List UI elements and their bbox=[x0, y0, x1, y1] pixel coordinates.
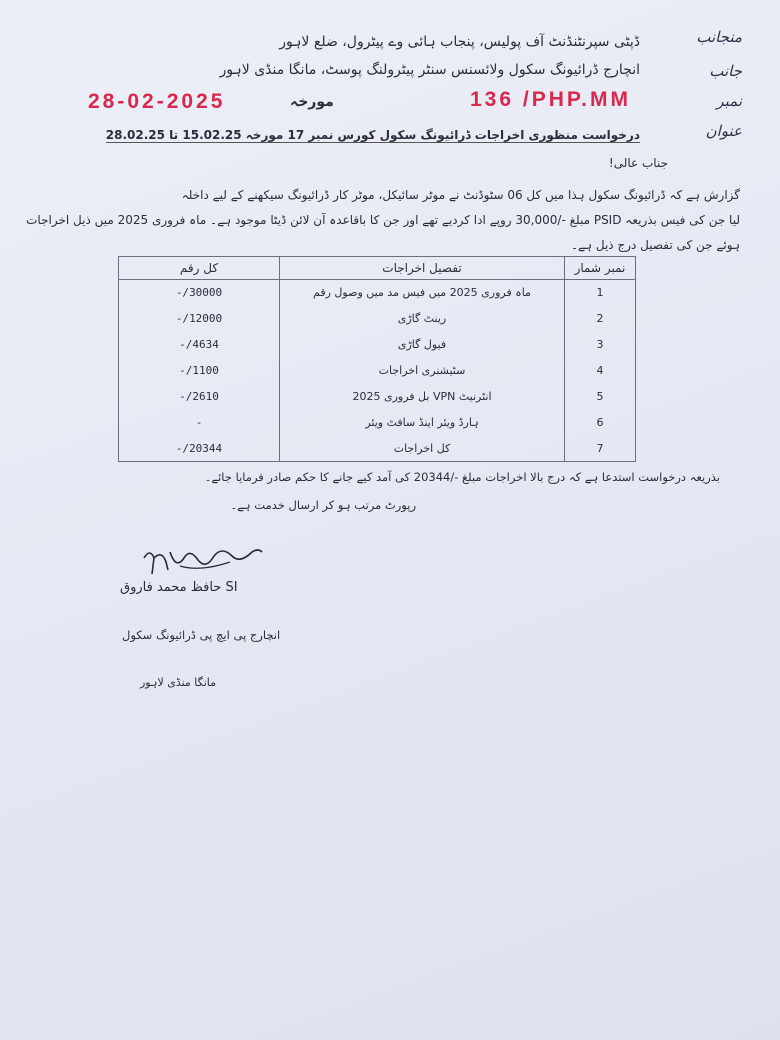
table-header-row bbox=[119, 257, 636, 280]
table-row bbox=[119, 358, 636, 384]
row-serial: 3 bbox=[565, 332, 636, 358]
header-amount: کل رقم bbox=[119, 257, 280, 280]
row-serial: 4 bbox=[565, 358, 636, 384]
header-detail: تفصیل اخراجات bbox=[280, 257, 565, 280]
table-row bbox=[119, 306, 636, 332]
body-line-2: لیا جن کی فیس بذریعہ PSID مبلغ -/30,000 روپے ادا کردیے تھے اور جن کا باقاعدہ آن لائن ڈیٹا موجود ہے۔ ماہ فروری 2025 میں ذیل اخراجات bbox=[26, 213, 740, 227]
signature-title: انچارج پی ایچ پی ڈرائیونگ سکول bbox=[122, 628, 281, 642]
header-serial: نمبر شمار bbox=[565, 257, 636, 280]
signature-place: مانگا منڈی لاہور bbox=[140, 676, 217, 689]
row-serial: 6 bbox=[565, 410, 636, 436]
row-serial: 1 bbox=[565, 280, 636, 306]
signature-scribble bbox=[140, 540, 265, 582]
row-detail: سٹیشنری اخراجات bbox=[280, 358, 565, 384]
number-label: نمبر bbox=[716, 92, 742, 110]
row-serial: 5 bbox=[565, 384, 636, 410]
salutation: جناب عالی! bbox=[608, 156, 668, 170]
row-amount: 2610/- bbox=[119, 384, 280, 410]
row-amount: - bbox=[119, 410, 280, 436]
closing-line-1: بذریعہ درخواست استدعا ہے کہ درج بالا اخراجات مبلغ -/20344 کی آمد کیے جانے کا حکم صادر فرمایا جائے۔ bbox=[204, 470, 720, 484]
row-amount: 1100/- bbox=[119, 358, 280, 384]
expense-table bbox=[118, 256, 636, 462]
to-label: جانب bbox=[709, 62, 742, 80]
signature-name: SI حافظ محمد فاروق bbox=[120, 580, 238, 595]
row-serial: 2 bbox=[565, 306, 636, 332]
row-detail: رینٹ گاڑی bbox=[280, 306, 565, 332]
body-line-3: ہوئے جن کی تفصیل درج ذیل ہے۔ bbox=[570, 238, 740, 252]
row-detail: فیول گاڑی bbox=[280, 332, 565, 358]
row-amount: 4634/- bbox=[119, 332, 280, 358]
table-row bbox=[119, 410, 636, 436]
closing-line-2: رپورٹ مرتب ہو کر ارسال خدمت ہے۔ bbox=[230, 498, 416, 512]
subject-label: عنوان bbox=[705, 122, 742, 140]
row-serial: 7 bbox=[565, 436, 636, 462]
number-value: 136 /PHP.MM bbox=[470, 88, 631, 111]
from-label: منجانب bbox=[696, 28, 742, 46]
body-line-1: گزارش ہے کہ ڈرائیونگ سکول ہذا میں کل 06 سٹوڈنٹ نے موٹر سائیکل، موٹر کار ڈرائیونگ سیکھنے کے لیے داخلہ bbox=[181, 188, 740, 202]
subject-value: درخواست منظوری اخراجات ڈرائیونگ سکول کورس نمبر 17 مورخہ 15.02.25 تا 28.02.25 bbox=[105, 128, 640, 142]
table-row bbox=[119, 384, 636, 410]
table-row bbox=[119, 332, 636, 358]
to-value: انچارج ڈرائیونگ سکول ولائسنس سنٹر پیٹرولنگ پوسٹ، مانگا منڈی لاہور bbox=[219, 62, 640, 78]
row-detail: ہارڈ ویئر اینڈ سافٹ ویئر bbox=[280, 410, 565, 436]
dated-value: 28-02-2025 bbox=[88, 90, 226, 113]
row-detail: انٹرنیٹ VPN بل فروری 2025 bbox=[280, 384, 565, 410]
table-row bbox=[119, 280, 636, 306]
row-amount: 20344/- bbox=[119, 436, 280, 462]
row-detail: کل اخراجات bbox=[280, 436, 565, 462]
row-amount: 30000/- bbox=[119, 280, 280, 306]
table-row bbox=[119, 436, 636, 462]
row-amount: 12000/- bbox=[119, 306, 280, 332]
dated-label: مورخہ bbox=[290, 94, 334, 110]
from-value: ڈپٹی سپرنٹنڈنٹ آف پولیس، پنجاب ہائی وے پیٹرول، ضلع لاہور bbox=[279, 34, 640, 50]
row-detail: ماہ فروری 2025 میں فیس مد میں وصول رقم bbox=[280, 280, 565, 306]
